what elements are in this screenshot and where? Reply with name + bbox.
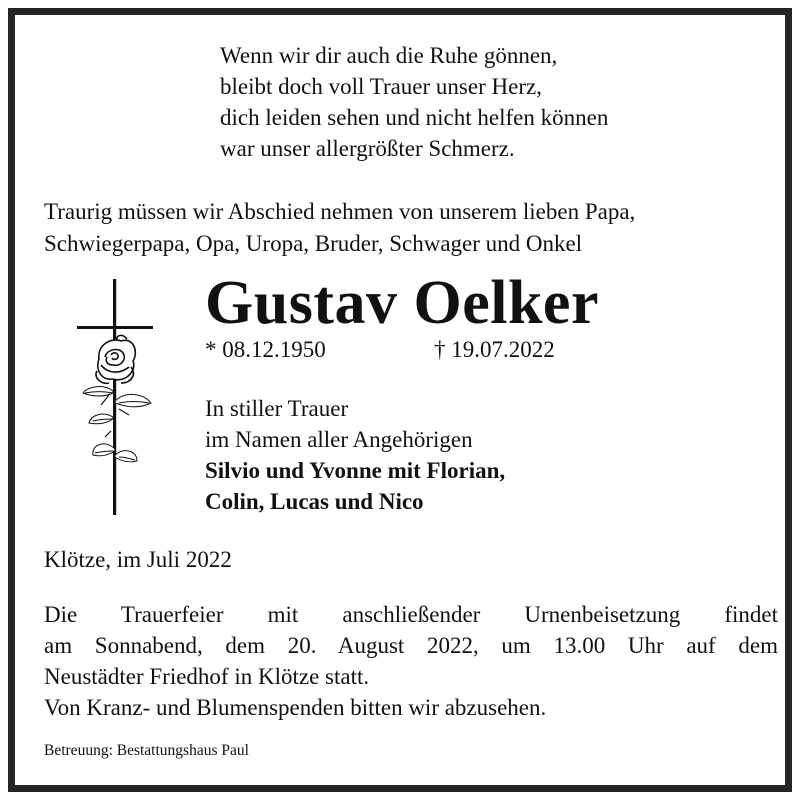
poem-line: bleibt doch voll Trauer unser Herz, [220,74,542,99]
poem-line: Wenn wir dir auch die Ruhe gönnen, [220,43,558,68]
farewell-intro [44,196,635,260]
funeral-details [44,599,778,723]
place-and-date: Klötze, im Juli 2022 [44,547,232,572]
deceased-name: Gustav Oelker [205,269,599,337]
mourners-line: In stiller Trauer [205,396,349,421]
birth-date: * 08.12.1950 [205,337,326,362]
mourners-line: im Namen aller Angehörigen [205,427,473,452]
cross-with-rose-icon [73,279,157,515]
death-date: † 19.07.2022 [434,337,555,362]
family-names: Silvio und Yvonne mit Florian, [205,458,506,483]
funeral-line: am Sonnabend, dem 20. August 2022, um 13.00 Uhr auf dem [44,633,778,658]
memorial-poem [220,40,608,164]
funeral-home-note: Betreuung: Bestattungshaus Paul [44,742,249,759]
funeral-line: Neustädter Friedhof in Klötze statt. [44,664,370,689]
funeral-line: Die Trauerfeier mit anschließender Urnenbeisetzung findet [44,602,778,627]
intro-line: Traurig müssen wir Abschied nehmen von unserem lieben Papa, [44,199,636,224]
obituary-notice [8,8,792,792]
funeral-line: Von Kranz- und Blumenspenden bitten wir abzusehen. [44,695,547,720]
mourners-block [205,393,505,517]
poem-line: dich leiden sehen und nicht helfen können [220,105,609,130]
intro-line: Schwiegerpapa, Opa, Uropa, Bruder, Schwager und Onkel [44,231,583,256]
poem-line: war unser allergrößter Schmerz. [220,136,515,161]
family-names: Colin, Lucas und Nico [205,489,424,514]
